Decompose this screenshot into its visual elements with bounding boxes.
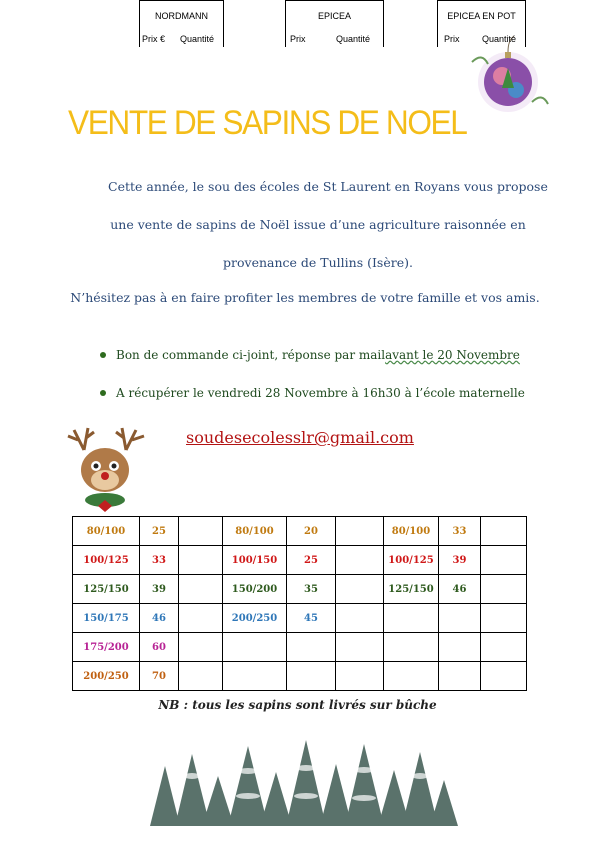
price-cell: 39 (439, 546, 481, 575)
contact-email-link[interactable]: soudesecolesslr@gmail.com (186, 428, 414, 447)
quantity-cell[interactable] (179, 604, 223, 633)
quantity-cell[interactable] (179, 517, 223, 546)
intro-line: Cette année, le sou des écoles de St Laurent en Royans vous propose (108, 179, 548, 194)
size-cell: 80/100 (384, 517, 439, 546)
price-cell: 33 (140, 546, 179, 575)
reindeer-icon (64, 420, 150, 520)
price-column-label: Prix (290, 34, 306, 44)
snowy-trees-illustration (130, 726, 460, 826)
size-cell: 150/175 (73, 604, 140, 633)
quantity-cell[interactable] (481, 575, 527, 604)
size-cell: 150/200 (223, 575, 287, 604)
quantity-cell[interactable] (481, 633, 527, 662)
quantity-cell[interactable] (481, 546, 527, 575)
table-row (73, 633, 527, 662)
size-cell (223, 633, 287, 662)
group-name: EPICEA (317, 11, 351, 21)
table-row (73, 575, 527, 604)
bullet-text: Bon de commande ci-joint, réponse par mail (116, 348, 386, 362)
quantity-cell[interactable] (481, 517, 527, 546)
quantity-cell[interactable] (179, 633, 223, 662)
quantity-cell[interactable] (179, 546, 223, 575)
epicea-en-pot-header (437, 0, 526, 47)
price-cell: 46 (439, 575, 481, 604)
size-cell: 125/150 (73, 575, 140, 604)
size-cell: 175/200 (73, 633, 140, 662)
quantity-cell[interactable] (336, 633, 384, 662)
intro-line: une vente de sapins de Noël issue d’une agriculture raisonnée en (110, 217, 526, 232)
size-cell (384, 604, 439, 633)
quantity-cell[interactable] (179, 575, 223, 604)
size-cell: 200/250 (73, 662, 140, 691)
deadline-text: avant le 20 Novembre (385, 348, 520, 362)
price-cell (439, 604, 481, 633)
quantity-cell[interactable] (336, 575, 384, 604)
price-cell: 46 (140, 604, 179, 633)
epicea-header (285, 0, 384, 47)
size-cell: 100/125 (73, 546, 140, 575)
price-cell: 33 (439, 517, 481, 546)
delivery-note: NB : tous les sapins sont livrés sur bûche (158, 698, 437, 712)
table-row (73, 517, 527, 546)
group-name: EPICEA EN POT (447, 11, 516, 21)
quantity-cell[interactable] (481, 662, 527, 691)
price-cell: 39 (140, 575, 179, 604)
intro-line: provenance de Tullins (Isère). (223, 255, 413, 270)
price-cell: 45 (287, 604, 336, 633)
quantity-cell[interactable] (481, 604, 527, 633)
bullet-icon (100, 390, 106, 396)
size-cell: 100/150 (223, 546, 287, 575)
size-cell: 80/100 (223, 517, 287, 546)
group-name: NORDMANN (155, 11, 208, 21)
price-column-label: Prix € (142, 34, 166, 44)
table-row (73, 604, 527, 633)
quantity-column-label: Quantité (482, 34, 517, 44)
size-cell (384, 662, 439, 691)
quantity-column-label: Quantité (180, 34, 215, 44)
intro-text (108, 168, 548, 282)
quantity-cell[interactable] (336, 517, 384, 546)
bullet-item (100, 336, 525, 374)
invite-text: N’hésitez pas à en faire profiter les membres de votre famille et vos amis. (70, 290, 540, 305)
size-cell: 80/100 (73, 517, 140, 546)
page-title: VENTE DE SAPINS DE NOEL (68, 104, 467, 142)
size-cell (223, 662, 287, 691)
price-cell: 25 (287, 546, 336, 575)
price-cell (287, 662, 336, 691)
size-cell: 200/250 (223, 604, 287, 633)
table-row (73, 662, 527, 691)
size-cell (384, 633, 439, 662)
size-cell: 100/125 (384, 546, 439, 575)
quantity-column-label: Quantité (336, 34, 371, 44)
bullet-text: A récupérer le vendredi 28 Novembre à 16h30 à l’école maternelle (116, 386, 525, 400)
price-cell (439, 633, 481, 662)
price-cell (287, 633, 336, 662)
quantity-cell[interactable] (336, 662, 384, 691)
price-column-label: Prix (444, 34, 460, 44)
table-row (73, 546, 527, 575)
price-cell: 70 (140, 662, 179, 691)
size-cell: 125/150 (384, 575, 439, 604)
bullet-item (100, 374, 525, 412)
bullet-icon (100, 352, 106, 358)
price-cell: 60 (140, 633, 179, 662)
price-cell: 35 (287, 575, 336, 604)
quantity-cell[interactable] (336, 604, 384, 633)
price-cell (439, 662, 481, 691)
price-cell: 25 (140, 517, 179, 546)
nordmann-header (139, 0, 224, 47)
quantity-cell[interactable] (336, 546, 384, 575)
bullet-list (100, 336, 525, 412)
order-table (72, 516, 527, 691)
quantity-cell[interactable] (179, 662, 223, 691)
price-cell: 20 (287, 517, 336, 546)
